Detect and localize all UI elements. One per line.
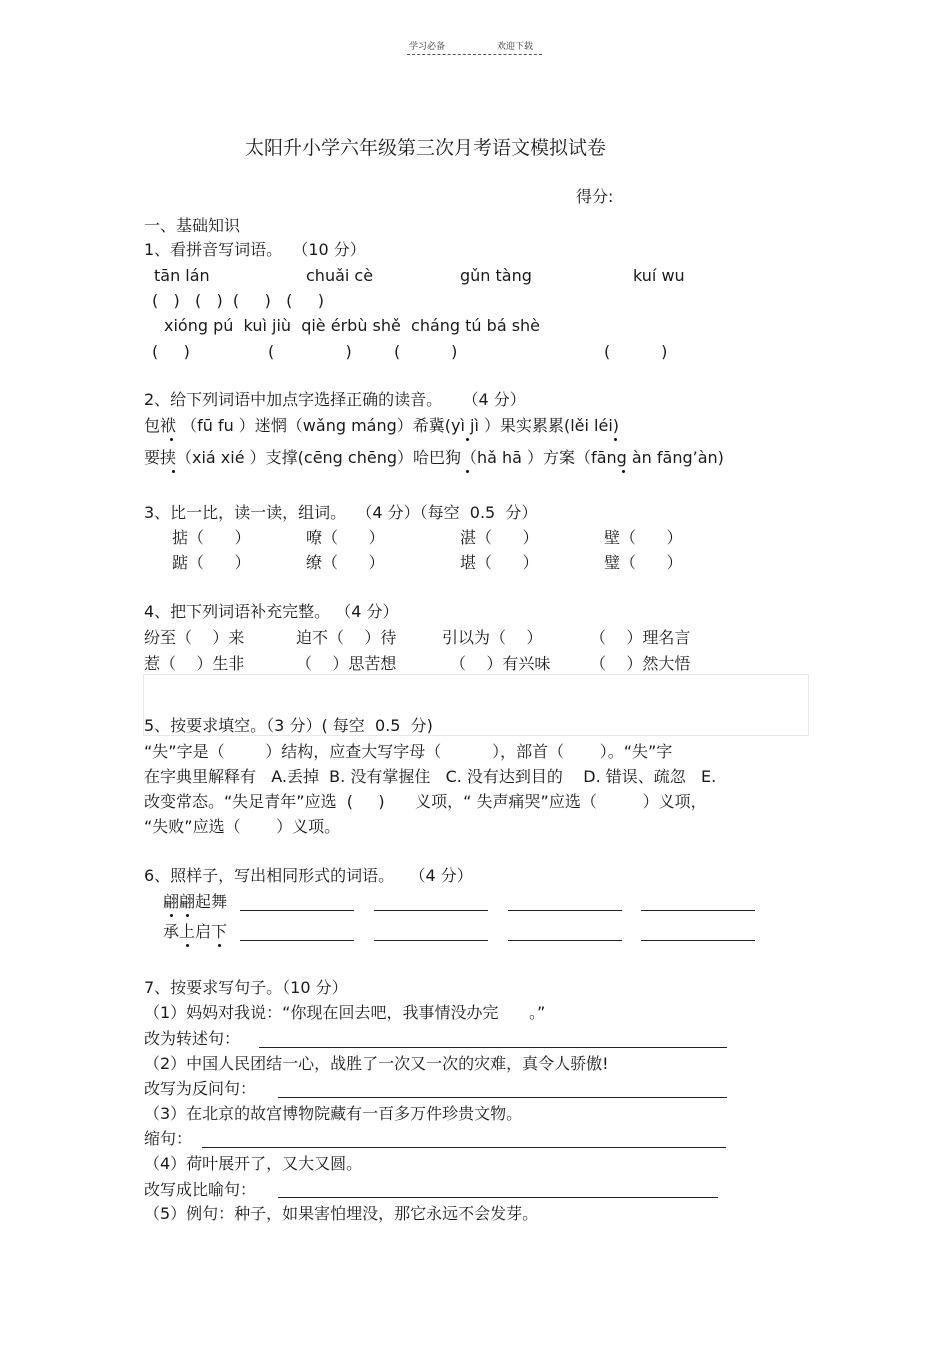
q7-sentence-4: （4）荷叶展开了，又大又圆。: [144, 1154, 363, 1173]
q7-label-2: 改写为反问句：: [144, 1079, 257, 1098]
q3-item: 湛（ ）: [460, 528, 539, 547]
q4-item: 惹（ ）生非: [144, 654, 245, 673]
answer-blank[interactable]: [508, 910, 622, 911]
q5-heading: 5、按要求填空。（3 分）( 每空 0.5 分): [144, 716, 433, 735]
q7-label-1: 改为转述句：: [144, 1029, 241, 1048]
q6-heading: 6、照样子，写出相同形式的词语。 （4 分）: [144, 866, 473, 885]
emphasis-dot: [186, 944, 189, 947]
answer-line[interactable]: [278, 1197, 718, 1198]
q1-bracket-c: ( ): [394, 342, 458, 361]
q7-label-4: 改写成比喻句：: [144, 1180, 257, 1199]
q1-bracket-d: ( ): [604, 342, 668, 361]
q7-label-3: 缩句：: [144, 1129, 193, 1148]
q4-item: （ ）有兴味: [450, 654, 551, 673]
q5-line-4: “失败”应选（ ）义项。: [144, 817, 341, 836]
q3-item: 缭（ ）: [306, 553, 385, 572]
q7-sentence-3: （3）在北京的故宫博物院藏有一百多万件珍贵文物。: [144, 1104, 523, 1123]
header-left: 学习必备: [409, 42, 446, 52]
q4-item: 纷至（ ）来: [144, 628, 245, 647]
q3-item: 璧（ ）: [604, 553, 683, 572]
page-title: 太阳升小学六年级第三次月考语文模拟试卷: [245, 137, 607, 159]
q1-pinyin-3: gǔn tàng: [460, 266, 532, 285]
q3-item: 踮（ ）: [172, 553, 251, 572]
q3-item: 壁（ ）: [604, 528, 683, 547]
header-divider: [407, 54, 542, 55]
q1-pinyin-2: chuǎi cè: [306, 266, 374, 285]
q6-example-1: 翩翩起舞: [163, 892, 228, 911]
q7-sentence-2: （2）中国人民团结一心，战胜了一次又一次的灾难，真令人骄傲!: [144, 1054, 609, 1073]
q3-heading: 3、比一比，读一读，组词。 （4 分）（每空 0.5 分）: [144, 503, 538, 522]
emphasis-dot: [466, 438, 469, 441]
emphasis-dot: [466, 470, 469, 473]
answer-blank[interactable]: [240, 940, 354, 941]
q2-line-1: 包袱 （fū fu ）迷惘（wǎng máng）希冀(yì jì ）果实累累(lěi léi): [144, 416, 620, 435]
q3-item: 掂（ ）: [172, 528, 251, 547]
emphasis-dot: [622, 470, 625, 473]
q4-item: （ ）然大悟: [590, 654, 691, 673]
q7-sentence-5: （5）例句：种子，如果害怕埋没，那它永远不会发芽。: [144, 1204, 539, 1223]
answer-line[interactable]: [202, 1147, 726, 1148]
q6-example-2: 承上启下: [163, 922, 228, 941]
q5-line-2: 在字典里解释有 A.丢掉 B. 没有掌握住 C. 没有达到目的 D. 错误、疏忽 E.: [144, 767, 717, 786]
section-heading: 一、基础知识: [144, 216, 241, 235]
q5-line-1: “失”字是（ ）结构，应查大写字母（ ），部首（ ）。“失”字: [144, 742, 673, 761]
q1-brackets-1: ( ) ( ) ( ) ( ): [152, 291, 324, 310]
answer-blank[interactable]: [374, 940, 488, 941]
q5-line-3: 改变常态。“失足青年”应选 ( ) 义项，“ 失声痛哭”应选（ ）义项，: [144, 792, 707, 811]
answer-blank[interactable]: [641, 940, 755, 941]
emphasis-dot: [218, 944, 221, 947]
answer-line[interactable]: [278, 1097, 727, 1098]
q1-pinyin-1: tān lán: [154, 266, 210, 285]
emphasis-dot: [614, 438, 617, 441]
q4-heading: 4、把下列词语补充完整。 （4 分）: [144, 602, 399, 621]
q7-heading: 7、按要求写句子。（10 分）: [144, 978, 348, 997]
q1-heading: 1、看拼音写词语。 （10 分）: [144, 240, 366, 259]
q7-sentence-1: （1）妈妈对我说：“你现在回去吧，我事情没办完 。”: [144, 1003, 546, 1022]
q1-bracket-b: ( ): [268, 342, 352, 361]
q2-line-2: 要挟（xiá xié ）支撑(cēng chēng）哈巴狗（hǎ hā ）方案（fāng àn fāng’àn): [144, 448, 724, 467]
emphasis-dot: [170, 438, 173, 441]
answer-blank[interactable]: [240, 910, 354, 911]
answer-line[interactable]: [259, 1047, 727, 1048]
q2-heading: 2、给下列词语中加点字选择正确的读音。 （4 分）: [144, 390, 526, 409]
q4-item: 引以为（ ）: [442, 628, 543, 647]
q3-item: 堪（ ）: [460, 553, 539, 572]
q4-item: （ ）思苦想: [296, 654, 397, 673]
q1-bracket-a: ( ): [152, 342, 190, 361]
q1-pinyin-row2: xióng pú kuì jiù qiè érbù shě cháng tú bá shè: [164, 316, 541, 335]
emphasis-dot: [186, 914, 189, 917]
emphasis-dot: [170, 914, 173, 917]
answer-blank[interactable]: [641, 910, 755, 911]
score-label: 得分:: [576, 187, 614, 206]
q3-item: 嘹（ ）: [306, 528, 385, 547]
header-right: 欢迎下载: [497, 42, 534, 52]
q1-pinyin-4: kuí wu: [633, 266, 685, 285]
q4-item: 迫不（ ）待: [296, 628, 397, 647]
answer-blank[interactable]: [508, 940, 622, 941]
q4-item: （ ）理名言: [590, 628, 691, 647]
answer-blank[interactable]: [374, 910, 488, 911]
emphasis-dot: [172, 470, 175, 473]
